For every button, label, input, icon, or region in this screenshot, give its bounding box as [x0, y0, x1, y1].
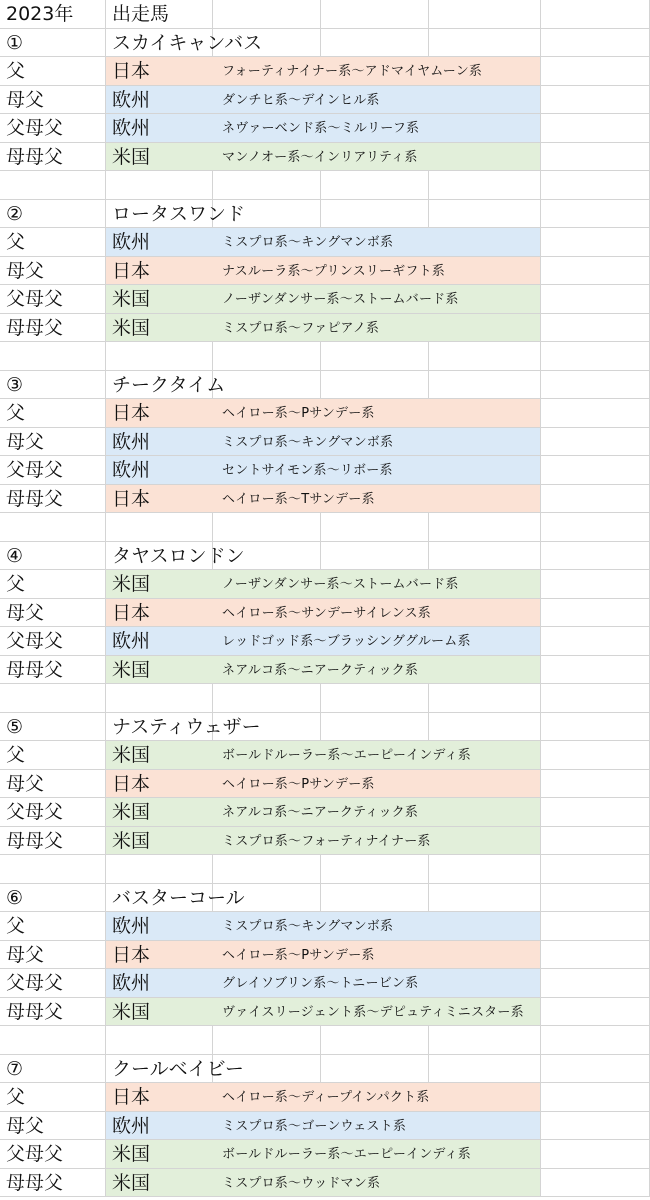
- pedigree-role: 母母父: [6, 1000, 64, 1023]
- region-label: 欧州: [112, 459, 151, 481]
- cell[interactable]: [541, 314, 650, 343]
- pedigree-role: 父: [6, 915, 26, 937]
- region-label: 欧州: [112, 915, 151, 937]
- cell[interactable]: [429, 371, 541, 400]
- cell[interactable]: [429, 342, 541, 371]
- region-label: 米国: [112, 744, 151, 766]
- pedigree-row: [0, 798, 650, 827]
- cell[interactable]: [321, 542, 429, 571]
- pedigree-role: 父母父: [6, 972, 64, 994]
- cell[interactable]: [0, 342, 106, 371]
- horse-number: ②: [6, 202, 24, 225]
- lineage-label: フォーティナイナー系〜アドマイヤムーン系: [222, 64, 483, 79]
- region-label: 欧州: [112, 972, 151, 994]
- region-label: 日本: [112, 402, 151, 424]
- pedigree-row: [0, 428, 650, 457]
- lineage-label: ヘイロー系〜Pサンデー系: [222, 406, 375, 421]
- lineage-label: セントサイモン系〜リボー系: [222, 463, 393, 478]
- cell[interactable]: [321, 1055, 429, 1084]
- lineage-label: ボールドルーラー系〜エーピーインディ系: [222, 748, 471, 763]
- cell[interactable]: [429, 29, 541, 58]
- cell[interactable]: [321, 1026, 429, 1055]
- cell[interactable]: [106, 342, 213, 371]
- pedigree-role: 母母父: [6, 316, 64, 339]
- cell[interactable]: [213, 1026, 321, 1055]
- region-label: 欧州: [112, 117, 151, 139]
- cell[interactable]: [213, 171, 321, 200]
- lineage-label: ネアルコ系〜ニアークティック系: [222, 662, 419, 678]
- cell[interactable]: [106, 855, 213, 884]
- cell[interactable]: [321, 171, 429, 200]
- cell[interactable]: [106, 513, 213, 542]
- pedigree-row: [0, 314, 650, 343]
- pedigree-row: [0, 741, 650, 770]
- cell[interactable]: [321, 513, 429, 542]
- cell[interactable]: [429, 684, 541, 713]
- region-label: 欧州: [112, 1114, 151, 1137]
- horse-number: ④: [6, 544, 24, 567]
- region-label: 米国: [112, 829, 151, 852]
- cell[interactable]: [541, 371, 650, 400]
- cell[interactable]: [321, 855, 429, 884]
- lineage-label: ネヴァーベンド系〜ミルリーフ系: [222, 121, 420, 136]
- cell[interactable]: [429, 513, 541, 542]
- pedigree-row: [0, 627, 650, 656]
- spacer-row: [0, 855, 650, 884]
- pedigree-row: [0, 969, 650, 998]
- lineage-label: ヘイロー系〜ディープインパクト系: [222, 1090, 430, 1105]
- cell[interactable]: [429, 713, 541, 742]
- cell[interactable]: [429, 770, 541, 799]
- pedigree-row: [0, 1083, 650, 1112]
- cell[interactable]: [541, 941, 650, 970]
- cell[interactable]: [429, 143, 541, 172]
- cell[interactable]: [429, 855, 541, 884]
- cell[interactable]: [321, 29, 429, 58]
- region-label: 欧州: [112, 88, 151, 111]
- pedigree-role: 母母父: [6, 487, 64, 510]
- cell[interactable]: [106, 171, 213, 200]
- horse-title-row: [0, 371, 650, 400]
- year-label: 2023年: [6, 3, 74, 25]
- region-label: 米国: [112, 1143, 151, 1165]
- pedigree-role: 母母父: [6, 145, 64, 168]
- cell[interactable]: [321, 884, 429, 913]
- pedigree-role: 父: [6, 402, 26, 424]
- cell[interactable]: [541, 998, 650, 1027]
- lineage-label: ダンチヒ系〜デインヒル系: [222, 92, 380, 108]
- cell[interactable]: [321, 684, 429, 713]
- cell[interactable]: [429, 428, 541, 457]
- cell[interactable]: [429, 257, 541, 286]
- cell[interactable]: [429, 114, 541, 143]
- cell[interactable]: [541, 171, 650, 200]
- cell[interactable]: [429, 1112, 541, 1141]
- region-label: 米国: [112, 1171, 151, 1194]
- cell[interactable]: [213, 371, 321, 400]
- cell[interactable]: [321, 0, 429, 29]
- region-label: 日本: [112, 943, 151, 966]
- pedigree-role: 父母父: [6, 801, 64, 823]
- region-label: 米国: [112, 573, 151, 595]
- cell[interactable]: [541, 285, 650, 314]
- pedigree-row: [0, 1112, 650, 1141]
- cell[interactable]: [541, 912, 650, 941]
- cell[interactable]: [541, 1055, 650, 1084]
- pedigree-row: [0, 827, 650, 856]
- cell[interactable]: [429, 912, 541, 941]
- cell[interactable]: [321, 342, 429, 371]
- region-label: 日本: [112, 772, 151, 795]
- cell[interactable]: [541, 143, 650, 172]
- horse-title-row: [0, 713, 650, 742]
- pedigree-role: 母父: [6, 430, 45, 453]
- horse-name: ロータスワンド: [112, 202, 246, 225]
- cell[interactable]: [429, 798, 541, 827]
- pedigree-role: 父母父: [6, 1143, 64, 1165]
- cell[interactable]: [0, 684, 106, 713]
- cell[interactable]: [429, 1169, 541, 1198]
- region-label: 日本: [112, 601, 151, 624]
- horse-number: ⑤: [6, 715, 24, 738]
- region-label: 米国: [112, 658, 151, 681]
- pedigree-row: [0, 86, 650, 115]
- region-label: 欧州: [112, 231, 151, 253]
- lineage-label: ミスプロ系〜ウッドマン系: [222, 1175, 381, 1191]
- region-label: 欧州: [112, 630, 151, 652]
- cell[interactable]: [0, 513, 106, 542]
- pedigree-role: 母父: [6, 772, 45, 795]
- horse-name: ナスティウェザー: [112, 715, 261, 738]
- cell[interactable]: [429, 399, 541, 428]
- pedigree-row: [0, 770, 650, 799]
- pedigree-role: 母父: [6, 259, 45, 282]
- cell[interactable]: [541, 1112, 650, 1141]
- region-label: 米国: [112, 145, 151, 168]
- cell[interactable]: [0, 855, 106, 884]
- lineage-label: ミスプロ系〜キングマンボ系: [222, 919, 394, 934]
- region-label: 日本: [112, 1086, 151, 1108]
- cell[interactable]: [541, 1026, 650, 1055]
- horse-title-row: [0, 1055, 650, 1084]
- cell[interactable]: [541, 200, 650, 229]
- cell[interactable]: [429, 171, 541, 200]
- lineage-label: ナスルーラ系〜プリンスリーギフト系: [222, 263, 445, 279]
- pedigree-role: 父母父: [6, 288, 64, 310]
- pedigree-role: 母母父: [6, 829, 64, 852]
- region-label: 日本: [112, 487, 151, 510]
- lineage-label: ヘイロー系〜Pサンデー系: [222, 947, 375, 963]
- lineage-label: マンノオー系〜インリアリティ系: [222, 149, 418, 165]
- lineage-label: ミスプロ系〜キングマンボ系: [222, 434, 394, 450]
- region-label: 米国: [112, 288, 151, 310]
- cell[interactable]: [213, 684, 321, 713]
- pedigree-role: 父: [6, 1086, 26, 1108]
- cell[interactable]: [0, 171, 106, 200]
- lineage-label: ボールドルーラー系〜エーピーインディ系: [222, 1147, 471, 1162]
- lineage-label: ノーザンダンサー系〜ストームバード系: [222, 577, 459, 592]
- cell[interactable]: [541, 1140, 650, 1169]
- cell[interactable]: [541, 656, 650, 685]
- cell[interactable]: [541, 57, 650, 86]
- pedigree-role: 父: [6, 573, 26, 595]
- cell[interactable]: [106, 1026, 213, 1055]
- pedigree-role: 母父: [6, 88, 45, 111]
- cell[interactable]: [213, 513, 321, 542]
- cell[interactable]: [541, 599, 650, 628]
- horse-number: ③: [6, 373, 24, 396]
- pedigree-row: [0, 456, 650, 485]
- cell[interactable]: [541, 1169, 650, 1198]
- pedigree-role: 父母父: [6, 459, 64, 481]
- cell[interactable]: [429, 884, 541, 913]
- region-label: 日本: [112, 60, 151, 82]
- lineage-label: ミスプロ系〜ゴーンウェスト系: [222, 1118, 407, 1134]
- cell[interactable]: [429, 200, 541, 229]
- lineage-label: レッドゴッド系〜ブラッシンググルーム系: [222, 634, 471, 649]
- pedigree-row: [0, 1140, 650, 1169]
- region-label: 欧州: [112, 430, 151, 453]
- pedigree-role: 父母父: [6, 630, 64, 652]
- header-row: [0, 0, 650, 29]
- cell[interactable]: [541, 257, 650, 286]
- cell[interactable]: [429, 456, 541, 485]
- horse-name: バスターコール: [112, 886, 245, 909]
- spacer-row: [0, 1026, 650, 1055]
- cell[interactable]: [541, 684, 650, 713]
- pedigree-role: 父母父: [6, 117, 64, 139]
- cell[interactable]: [429, 1055, 541, 1084]
- lineage-label: ノーザンダンサー系〜ストームバード系: [222, 292, 459, 307]
- cell[interactable]: [429, 1026, 541, 1055]
- cell[interactable]: [541, 456, 650, 485]
- pedigree-row: [0, 570, 650, 599]
- lineage-label: ヘイロー系〜Pサンデー系: [222, 776, 375, 792]
- cell[interactable]: [429, 0, 541, 29]
- cell[interactable]: [541, 741, 650, 770]
- cell[interactable]: [429, 599, 541, 628]
- pedigree-role: 母母父: [6, 658, 64, 681]
- horse-number: ⑦: [6, 1057, 24, 1080]
- horse-number: ①: [6, 31, 24, 54]
- horse-number: ⑥: [6, 886, 24, 909]
- cell[interactable]: [429, 542, 541, 571]
- pedigree-row: [0, 599, 650, 628]
- cell[interactable]: [541, 428, 650, 457]
- cell[interactable]: [106, 684, 213, 713]
- spacer-row: [0, 684, 650, 713]
- horse-title-row: [0, 200, 650, 229]
- cell[interactable]: [541, 969, 650, 998]
- lineage-label: グレイソブリン系〜トニービン系: [222, 976, 419, 991]
- cell[interactable]: [541, 855, 650, 884]
- horse-title-row: [0, 884, 650, 913]
- horse-name: スカイキャンバス: [112, 31, 263, 54]
- column-header-horse: 出走馬: [112, 3, 170, 25]
- cell[interactable]: [429, 228, 541, 257]
- cell[interactable]: [213, 855, 321, 884]
- cell[interactable]: [541, 342, 650, 371]
- horse-name: タヤスロンドン: [112, 544, 245, 567]
- pedigree-role: 母父: [6, 943, 45, 966]
- pedigree-row: [0, 656, 650, 685]
- cell[interactable]: [541, 228, 650, 257]
- pedigree-role: 父: [6, 231, 26, 253]
- horse-title-row: [0, 542, 650, 571]
- cell[interactable]: [541, 29, 650, 58]
- lineage-label: ミスプロ系〜フォーティナイナー系: [222, 833, 431, 849]
- cell[interactable]: [0, 1026, 106, 1055]
- pedigree-role: 母母父: [6, 1171, 64, 1194]
- cell[interactable]: [541, 627, 650, 656]
- cell[interactable]: [541, 542, 650, 571]
- cell[interactable]: [541, 0, 650, 29]
- pedigree-row: [0, 228, 650, 257]
- pedigree-row: [0, 57, 650, 86]
- cell[interactable]: [541, 827, 650, 856]
- pedigree-role: 父: [6, 744, 26, 766]
- spacer-row: [0, 342, 650, 371]
- lineage-label: ヴァイスリージェント系〜デピュティミニスター系: [222, 1004, 524, 1020]
- cell[interactable]: [541, 399, 650, 428]
- cell[interactable]: [321, 200, 429, 229]
- pedigree-row: [0, 1169, 650, 1198]
- spacer-row: [0, 171, 650, 200]
- pedigree-row: [0, 257, 650, 286]
- cell[interactable]: [429, 1083, 541, 1112]
- horse-title-row: [0, 29, 650, 58]
- cell[interactable]: [213, 0, 321, 29]
- cell[interactable]: [429, 969, 541, 998]
- cell[interactable]: [541, 485, 650, 514]
- region-label: 日本: [112, 259, 151, 282]
- cell[interactable]: [541, 513, 650, 542]
- pedigree-row: [0, 143, 650, 172]
- cell[interactable]: [541, 884, 650, 913]
- pedigree-row: [0, 485, 650, 514]
- pedigree-row: [0, 912, 650, 941]
- cell[interactable]: [321, 713, 429, 742]
- pedigree-row: [0, 399, 650, 428]
- pedigree-role: 父: [6, 60, 26, 82]
- spacer-row: [0, 513, 650, 542]
- region-label: 米国: [112, 1000, 151, 1023]
- pedigree-row: [0, 998, 650, 1027]
- cell[interactable]: [541, 1083, 650, 1112]
- cell[interactable]: [213, 342, 321, 371]
- cell[interactable]: [541, 798, 650, 827]
- cell[interactable]: [541, 86, 650, 115]
- cell[interactable]: [429, 485, 541, 514]
- pedigree-role: 母父: [6, 601, 45, 624]
- lineage-label: ヘイロー系〜サンデーサイレンス系: [222, 605, 431, 621]
- cell[interactable]: [541, 713, 650, 742]
- region-label: 米国: [112, 316, 151, 339]
- cell[interactable]: [321, 371, 429, 400]
- region-label: 米国: [112, 801, 151, 823]
- cell[interactable]: [541, 570, 650, 599]
- cell[interactable]: [429, 827, 541, 856]
- lineage-label: ミスプロ系〜キングマンボ系: [222, 235, 394, 250]
- horse-name: クールベイビー: [112, 1057, 244, 1080]
- pedigree-row: [0, 941, 650, 970]
- lineage-label: ヘイロー系〜Tサンデー系: [222, 491, 375, 507]
- cell[interactable]: [429, 314, 541, 343]
- cell[interactable]: [541, 114, 650, 143]
- cell[interactable]: [429, 86, 541, 115]
- lineage-label: ネアルコ系〜ニアークティック系: [222, 805, 419, 820]
- cell[interactable]: [541, 770, 650, 799]
- lineage-label: ミスプロ系〜ファピアノ系: [222, 320, 380, 336]
- cell[interactable]: [429, 941, 541, 970]
- pedigree-row: [0, 285, 650, 314]
- pedigree-role: 母父: [6, 1114, 45, 1137]
- pedigree-row: [0, 114, 650, 143]
- horse-name: チークタイム: [112, 373, 226, 396]
- cell[interactable]: [429, 656, 541, 685]
